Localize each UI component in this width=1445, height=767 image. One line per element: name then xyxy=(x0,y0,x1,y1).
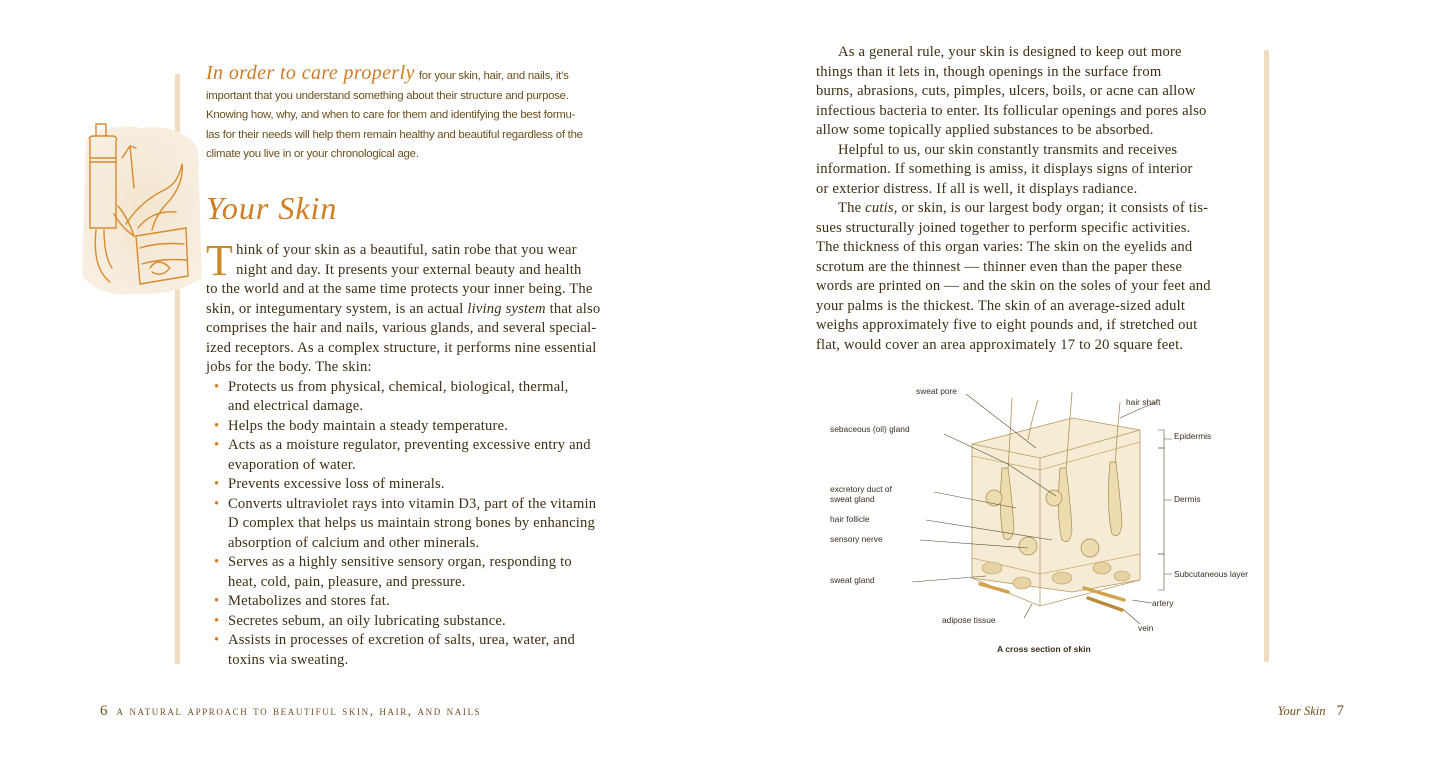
list-item xyxy=(228,631,614,670)
list-item xyxy=(228,612,614,632)
body-line: infectious bacteria to enter. Its follicular openings and pores also xyxy=(816,102,1207,119)
intro-line: climate you live in or your chronological age. xyxy=(206,148,419,160)
label-hair-follicle: hair follicle xyxy=(830,514,870,524)
intro-line: for your skin, hair, and nails, it’s xyxy=(418,70,569,82)
list-item xyxy=(228,475,614,495)
diagram-caption: A cross section of skin xyxy=(997,644,1091,654)
list-item-line: heat, cold, pain, pleasure, and pressure. xyxy=(228,573,466,590)
list-item xyxy=(228,553,614,592)
body-line: things than it lets in, though openings in the surface from xyxy=(816,63,1162,80)
label-excretory-duct xyxy=(830,484,892,504)
body-text-fragment: or skin, is our largest body organ; it consists of tis- xyxy=(901,200,1209,216)
intro-line: las for their needs will help them remain healthy and beautiful regardless of the xyxy=(206,128,583,141)
body-line: night and day. It presents your external beauty and health xyxy=(236,261,582,278)
label-vein: vein xyxy=(1138,623,1154,633)
list-item-line: • Acts as a moisture regulator, preventing excessive entry and xyxy=(228,437,591,453)
left-footer xyxy=(100,703,481,720)
body-line: ized receptors. As a complex structure, it performs nine essential xyxy=(206,339,597,356)
running-title: Your Skin xyxy=(1277,704,1326,718)
page-number: 7 xyxy=(1336,703,1344,719)
left-page xyxy=(0,0,722,767)
list-item-line: toxins via sweating. xyxy=(228,651,349,668)
body-line: to the world and at the same time protects your inner being. The xyxy=(206,281,593,297)
list-item-line: and electrical damage. xyxy=(228,398,364,414)
intro-line: important that you understand something about their structure and purpose. xyxy=(206,89,569,102)
body-text-fragment: skin, or integumentary system, is an actual xyxy=(206,300,464,317)
list-item xyxy=(228,592,614,612)
list-item xyxy=(228,378,614,417)
label-hair-shaft: hair shaft xyxy=(1126,397,1161,407)
body-line: The thickness of this organ varies: The skin on the eyelids and xyxy=(816,239,1193,255)
right-page xyxy=(722,0,1445,767)
body-line: comprises the hair and nails, various glands, and several special- xyxy=(206,320,597,336)
label-epidermis: Epidermis xyxy=(1174,431,1212,441)
body-line: hink of your skin as a beautiful, satin robe that you wear xyxy=(236,242,577,258)
list-item-line: • Prevents excessive loss of minerals. xyxy=(228,476,445,492)
list-item-line: • Converts ultraviolet rays into vitamin D3, part of the vitamin xyxy=(228,495,597,512)
aloe-jar-illustration xyxy=(78,118,204,300)
body-text-fragment: The xyxy=(838,200,862,216)
label-sweat-pore: sweat pore xyxy=(916,386,957,396)
label-adipose-tissue: adipose tissue xyxy=(942,615,996,625)
section-heading: Your Skin xyxy=(206,190,338,226)
body-line: sues structurally joined together to perform specific activities. xyxy=(816,219,1191,236)
list-item xyxy=(228,417,614,437)
list-item-line: evaporation of water. xyxy=(228,456,356,473)
body-line xyxy=(206,300,614,320)
skin-functions-list xyxy=(228,378,614,671)
list-item-line: • Helps the body maintain a steady temperature. xyxy=(228,417,509,434)
list-item xyxy=(228,495,614,554)
label-subcutaneous-layer: Subcutaneous layer xyxy=(1174,569,1249,579)
list-item xyxy=(228,436,614,475)
label-artery: artery xyxy=(1152,598,1174,608)
paragraph xyxy=(816,141,1238,161)
list-item-line: • Protects us from physical, chemical, biological, thermal, xyxy=(228,378,569,395)
running-title: a natural approach to beautiful skin, hair, and nails xyxy=(116,703,482,718)
list-item-line: absorption of calcium and other minerals. xyxy=(228,534,480,551)
label-sweat-gland: sweat gland xyxy=(830,575,875,585)
label-line: excretory duct of xyxy=(830,484,892,494)
skin-cross-section-illustration xyxy=(822,378,1242,662)
body-line: scrotum are the thinnest — thinner even than the paper these xyxy=(816,258,1183,275)
label-line: sweat gland xyxy=(830,494,875,504)
page-number: 6 xyxy=(100,703,108,719)
intro-paragraph xyxy=(206,64,616,165)
list-item-line: D complex that helps us maintain strong bones by enhancing xyxy=(228,515,596,531)
margin-rule xyxy=(1264,50,1269,662)
body-line: Helpful to us, our skin constantly transmits and receives xyxy=(838,141,1178,158)
drop-cap: T xyxy=(206,236,234,285)
intro-line: Knowing how, why, and when to care for them and identifying the best formu- xyxy=(206,109,576,121)
body-line: information. If something is amiss, it displays signs of interior xyxy=(816,161,1193,177)
list-item-line: • Serves as a highly sensitive sensory organ, responding to xyxy=(228,554,572,570)
label-sebaceous-gland: sebaceous (oil) gland xyxy=(830,424,910,434)
list-item-line: • Secretes sebum, an oily lubricating substance. xyxy=(228,612,506,629)
body-line: jobs for the body. The skin: xyxy=(206,359,372,375)
body-line: allow some topically applied substances to be absorbed. xyxy=(816,122,1154,138)
body-line: As a general rule, your skin is designed to keep out more xyxy=(838,44,1182,60)
body-text-fragment: that also xyxy=(549,300,601,317)
body-line: words are printed on — and the skin on the soles of your feet and xyxy=(816,278,1211,294)
body-line: weighs approximately five to eight pounds and, if stretched out xyxy=(816,317,1198,333)
body-line: your palms is the thickest. The skin of an average-sized adult xyxy=(816,297,1186,314)
body-line: burns, abrasions, cuts, pimples, ulcers, boils, or acne can allow xyxy=(816,83,1196,99)
left-body-text xyxy=(206,236,614,670)
label-sensory-nerve: sensory nerve xyxy=(830,534,883,544)
right-footer xyxy=(1278,703,1344,720)
paragraph xyxy=(816,43,1238,63)
emphasized-term: living system xyxy=(467,300,546,317)
skin-cross-section-diagram xyxy=(822,378,1249,662)
intro-lead-phrase: In order to care properly xyxy=(206,62,415,84)
emphasized-term: cutis, xyxy=(865,200,898,216)
label-dermis: Dermis xyxy=(1174,494,1201,504)
list-item-line: • Metabolizes and stores fat. xyxy=(228,593,390,609)
list-item-line: • Assists in processes of excretion of salts, urea, water, and xyxy=(228,632,575,648)
body-line: or exterior distress. If all is well, it displays radiance. xyxy=(816,180,1138,197)
paragraph xyxy=(816,199,1238,219)
body-line: flat, would cover an area approximately 17 to 20 square feet. xyxy=(816,336,1184,353)
right-body-text xyxy=(816,43,1238,355)
